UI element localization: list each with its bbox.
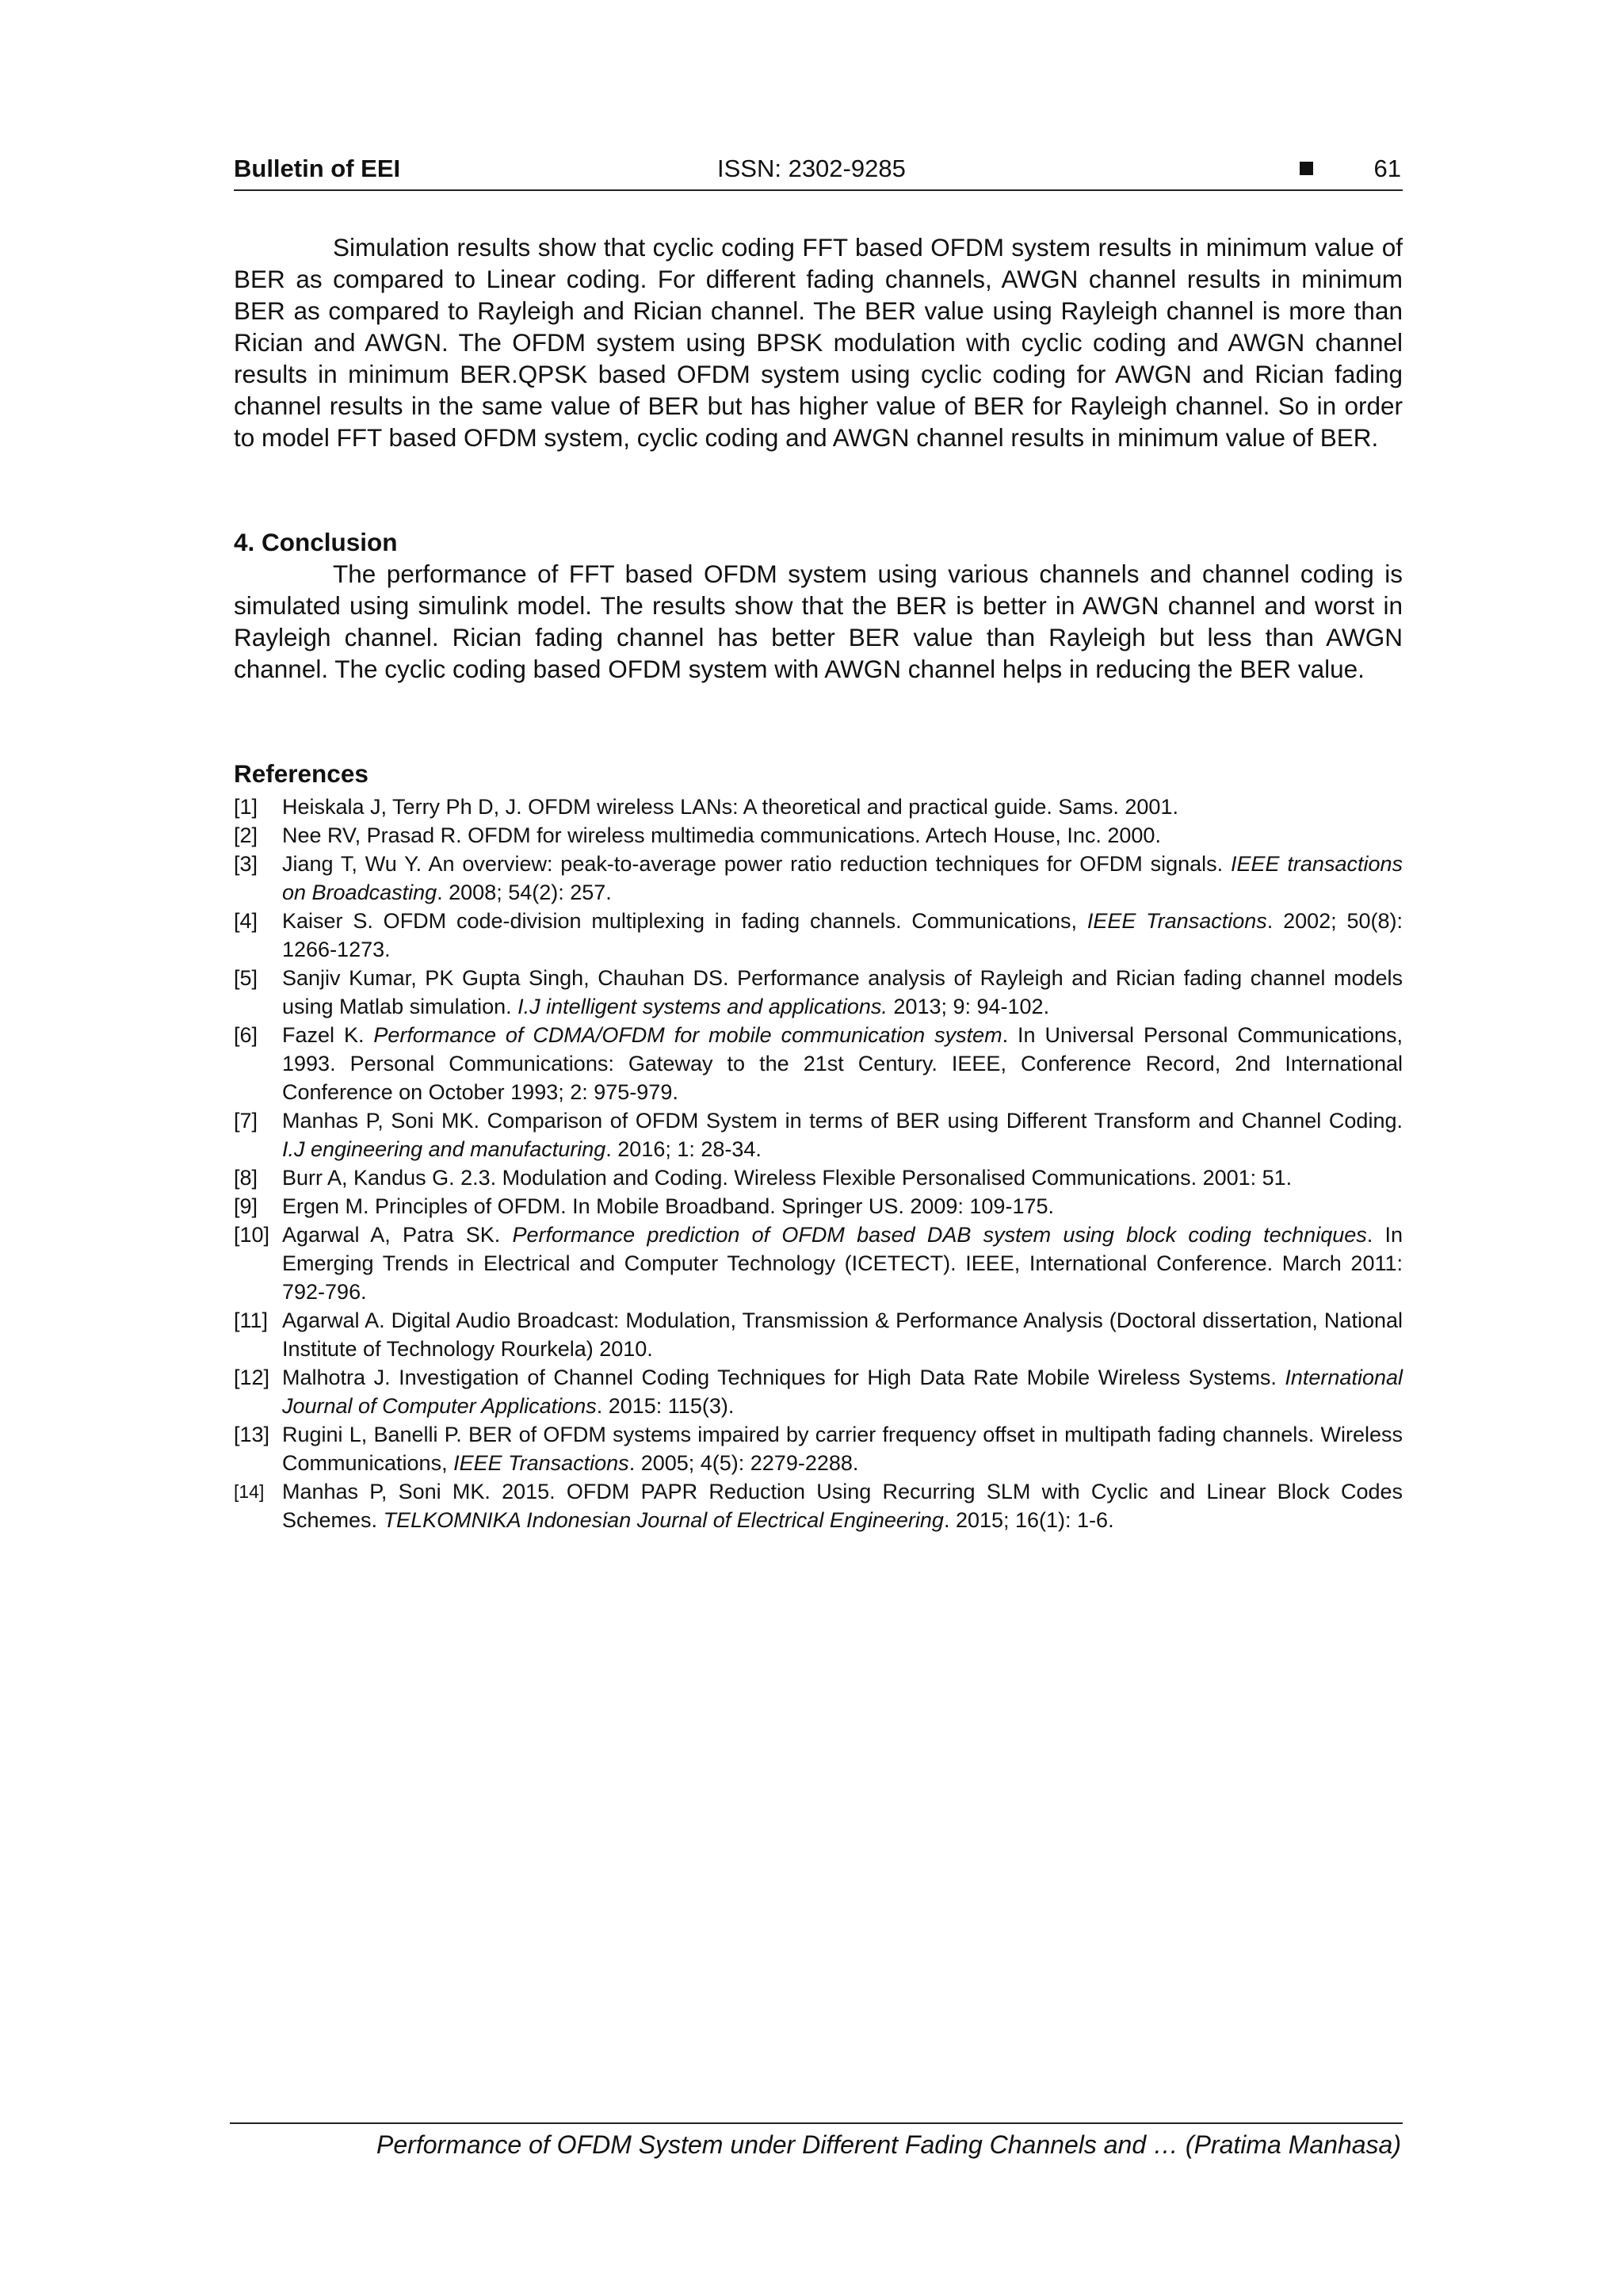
reference-number: [14] <box>234 1481 265 1502</box>
reference-number: [3] <box>234 852 258 876</box>
reference-italic-part: Performance of CDMA/OFDM for mobile communication system <box>373 1023 1002 1047</box>
reference-part: Fazel K. <box>282 1023 374 1047</box>
reference-part: Jiang T, Wu Y. An overview: peak-to-average power ratio reduction techniques for OFDM signals. <box>282 852 1232 876</box>
reference-part: Nee RV, Prasad R. OFDM for wireless multimedia communications. Artech House, Inc. 2000. <box>282 823 1161 847</box>
reference-part: . In Universal Personal Communications, 1993. Personal Communications: Gateway to the 21st Century. IEEE, Conference Record, 2nd International Conference on October 1993; 2: 975-979. <box>282 1023 1403 1104</box>
journal-name: Bulletin of EEI <box>234 155 401 182</box>
reference-italic-part: IEEE Transactions <box>453 1451 629 1475</box>
reference-part: . 2008; 54(2): 257. <box>437 881 612 904</box>
reference-text <box>282 1192 1403 1221</box>
reference-text <box>282 1163 1403 1192</box>
page-header <box>234 155 1403 191</box>
reference-part: . 2015; 16(1): 1-6. <box>943 1508 1114 1532</box>
reference-part: Burr A, Kandus G. 2.3. Modulation and Coding. Wireless Flexible Personalised Communications. 2001: 51. <box>282 1166 1293 1190</box>
conclusion-heading: 4. Conclusion <box>234 528 398 556</box>
reference-part: Manhas P, Soni MK. Comparison of OFDM System in terms of BER using Different Transform and Channel Coding. <box>282 1109 1403 1133</box>
reference-italic-part: I.J intelligent systems and applications. <box>517 995 888 1018</box>
reference-part: . 2015: 115(3). <box>596 1394 735 1418</box>
reference-part: . 2002; 50(8): 1266-1273. <box>282 909 1403 961</box>
square-bullet-icon <box>1300 162 1313 175</box>
reference-part: Kaiser S. OFDM code-division multiplexing in fading channels. Communications, <box>282 909 1087 933</box>
reference-part: Manhas P, Soni MK. 2015. OFDM PAPR Reduction Using Recurring SLM with Cyclic and Linear Block Codes Schemes. <box>282 1480 1403 1532</box>
reference-italic-part: International Journal of Computer Applications <box>282 1366 1403 1418</box>
reference-text <box>282 821 1403 850</box>
reference-italic-part: I.J engineering and manufacturing <box>282 1137 606 1161</box>
reference-item <box>234 1106 1403 1163</box>
reference-item <box>234 793 1403 821</box>
reference-part: . In Emerging Trends in Electrical and Computer Technology (ICETECT). IEEE, International Conference. March 2011: 792-796. <box>282 1223 1403 1304</box>
reference-number: [2] <box>234 823 258 847</box>
reference-part: . 2005; 4(5): 2279-2288. <box>628 1451 859 1475</box>
reference-item <box>234 907 1403 964</box>
reference-part: . 2016; 1: 28-34. <box>605 1137 762 1161</box>
reference-part: Sanjiv Kumar, PK Gupta Singh, Chauhan DS. Performance analysis of Rayleigh and Rician fading channel models using Matlab simulation. <box>282 966 1403 1018</box>
page-body <box>234 231 1403 1534</box>
reference-italic-part: Performance prediction of OFDM based DAB system using block coding techniques <box>512 1223 1367 1247</box>
reference-part: 2013; 9: 94-102. <box>887 995 1050 1018</box>
reference-number: [10] <box>234 1223 270 1247</box>
reference-part: Agarwal A. Digital Audio Broadcast: Modulation, Transmission & Performance Analysis (Doctoral dissertation, National Institute of Technology Rourkela) 2010. <box>282 1308 1403 1361</box>
reference-italic-part: IEEE Transactions <box>1086 909 1267 933</box>
reference-number: [7] <box>234 1109 258 1133</box>
results-paragraph: Simulation results show that cyclic coding FFT based OFDM system results in minimum value of BER as compared to Linear coding. For different fading channels, AWGN channel results in minimum BER as compared to Rayleigh and Rician channel. The BER value using Rayleigh channel is more than Rician and AWGN. The OFDM system using BPSK modulation with cyclic coding and AWGN channel results in minimum BER.QPSK based OFDM system using cyclic coding for AWGN and Rician fading channel results in the same value of BER but has higher value of BER for Rayleigh channel. So in order to model FFT based OFDM system, cyclic coding and AWGN channel results in minimum value of BER. <box>234 233 1403 452</box>
reference-number: [13] <box>234 1423 270 1446</box>
reference-part: Agarwal A, Patra SK. <box>282 1223 513 1247</box>
reference-item <box>234 1163 1403 1192</box>
page-number: 61 <box>1373 155 1401 182</box>
reference-text <box>282 1306 1403 1363</box>
reference-part: Ergen M. Principles of OFDM. In Mobile Broadband. Springer US. 2009: 109-175. <box>282 1194 1054 1218</box>
reference-part: Heiskala J, Terry Ph D, J. OFDM wireless LANs: A theoretical and practical guide. Sams. 2001. <box>282 795 1178 819</box>
reference-item <box>234 821 1403 850</box>
reference-text <box>282 1420 1403 1477</box>
reference-italic-part: IEEE transactions on Broadcasting <box>282 852 1403 904</box>
reference-item <box>234 1477 1403 1534</box>
reference-number: [6] <box>234 1023 258 1047</box>
references-heading: References <box>234 759 369 788</box>
reference-text <box>282 907 1403 964</box>
conclusion-paragraph: The performance of FFT based OFDM system using various channels and channel coding is simulated using simulink model. The results show that the BER is better in AWGN channel and worst in Rayleigh channel. Rician fading channel has better BER value than Rayleigh but less than AWGN channel. The cyclic coding based OFDM system with AWGN channel helps in reducing the BER value. <box>234 560 1403 683</box>
reference-text <box>282 1021 1403 1106</box>
reference-text <box>282 1106 1403 1163</box>
reference-number: [11] <box>234 1308 269 1332</box>
reference-item <box>234 850 1403 907</box>
reference-item <box>234 1363 1403 1420</box>
reference-item <box>234 1306 1403 1363</box>
running-title: Performance of OFDM System under Different Fading Channels and … (Pratima Manhasa) <box>376 2130 1401 2159</box>
reference-item <box>234 1192 1403 1221</box>
reference-text <box>282 1477 1403 1534</box>
issn: ISSN: 2302-9285 <box>717 155 906 182</box>
reference-item <box>234 1221 1403 1306</box>
reference-text <box>282 850 1403 907</box>
reference-part: Rugini L, Banelli P. BER of OFDM systems impaired by carrier frequency offset in multipath fading channels. Wireless Communications, <box>282 1423 1403 1475</box>
reference-part: Malhotra J. Investigation of Channel Coding Techniques for High Data Rate Mobile Wireless Systems. <box>282 1366 1285 1389</box>
reference-number: [8] <box>234 1166 258 1190</box>
reference-italic-part: TELKOMNIKA Indonesian Journal of Electrical Engineering <box>383 1508 944 1532</box>
reference-number: [12] <box>234 1366 270 1389</box>
reference-text <box>282 1363 1403 1420</box>
reference-number: [9] <box>234 1194 258 1218</box>
reference-number: [1] <box>234 795 258 819</box>
reference-number: [4] <box>234 909 258 933</box>
page-footer <box>230 2122 1403 2160</box>
reference-text <box>282 1221 1403 1306</box>
reference-text <box>282 964 1403 1021</box>
reference-text <box>282 793 1403 821</box>
reference-number: [5] <box>234 966 258 990</box>
references-list <box>234 793 1403 1534</box>
reference-item <box>234 1420 1403 1477</box>
reference-item <box>234 964 1403 1021</box>
reference-item <box>234 1021 1403 1106</box>
